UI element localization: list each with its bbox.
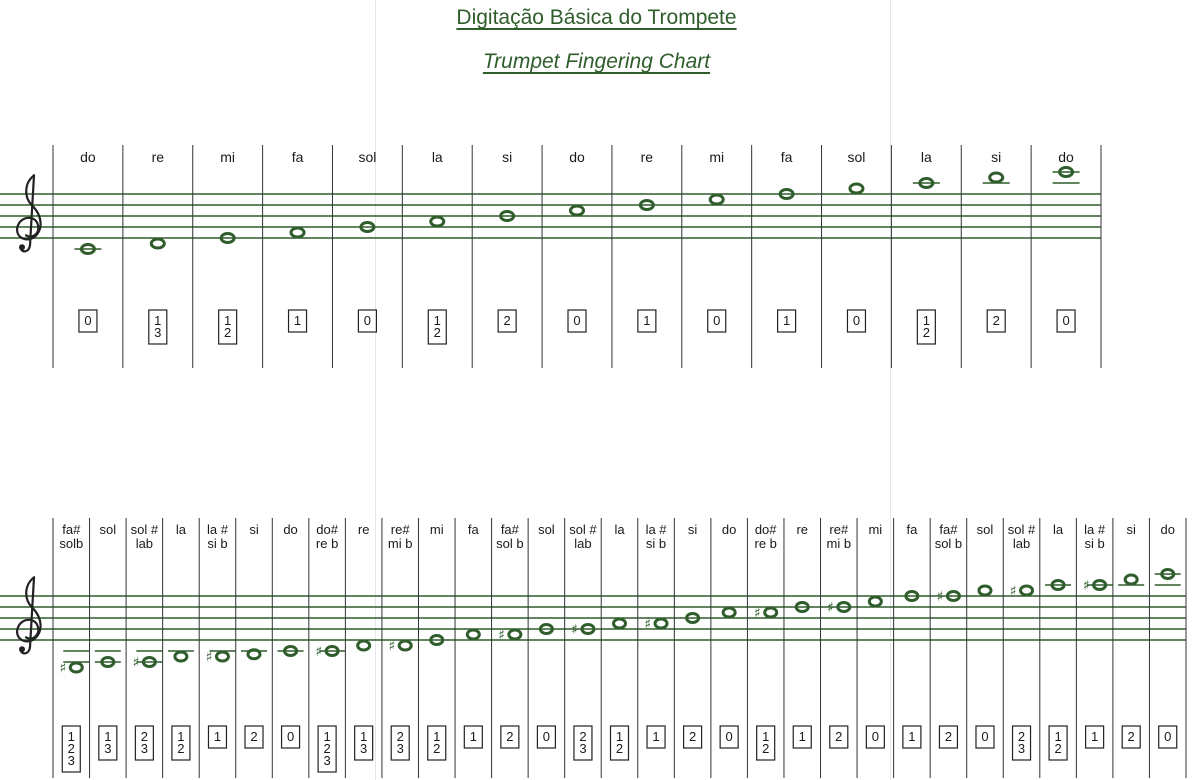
row1-note-name: fa — [780, 149, 793, 165]
row2-note-head — [1021, 586, 1033, 595]
row2-note-name: fa# sol b — [934, 522, 963, 551]
row1-treble-clef-icon — [17, 175, 40, 251]
row2-note-name: la # si b — [1084, 522, 1106, 551]
row2-valve-number: 2 — [177, 741, 185, 756]
row2-valve-number: 0 — [1164, 729, 1172, 744]
row2-valve-number: 2 — [579, 729, 587, 744]
row2-note-head — [723, 608, 735, 617]
row1-valve-number: 0 — [852, 313, 861, 328]
row2-sharp-icon: ♯ — [644, 616, 652, 633]
row2-valve-number: 1 — [798, 729, 806, 744]
row2-sharp-icon: ♯ — [205, 649, 213, 666]
row1-note-name: la — [431, 149, 443, 165]
row2-valve-number: 1 — [1054, 729, 1062, 744]
row2-note-name: fa# solb — [59, 522, 84, 551]
row1-note-head — [990, 173, 1003, 182]
row1-valve-number: 2 — [992, 313, 1000, 328]
row2-valve-number: 2 — [835, 729, 843, 744]
row2-sharp-icon: ♯ — [132, 655, 140, 671]
row2-valve-number: 1 — [469, 729, 477, 744]
row1-note-name: re — [640, 149, 654, 165]
row2-valve-number: 2 — [1017, 729, 1026, 744]
row1-note-name: fa — [291, 149, 304, 165]
row2-valve-number: 2 — [140, 729, 148, 744]
row2-valve-number: 1 — [177, 729, 185, 744]
row2-note-name: do — [283, 522, 298, 537]
row2-sharp-icon: ♯ — [753, 605, 761, 622]
row1-valve-number: 1 — [224, 313, 232, 328]
row2-note-name: do — [721, 522, 737, 537]
row2-valve-number: 1 — [1091, 729, 1099, 744]
row2-valve-number: 3 — [360, 741, 368, 756]
row2-note-name: do# re b — [315, 522, 339, 551]
row2-note-name: la — [175, 522, 186, 537]
row2-note-name: fa — [906, 522, 918, 537]
row2-sharp-icon: ♯ — [571, 622, 578, 638]
row2-valve-number: 3 — [396, 741, 404, 756]
row2-note-name: si — [1126, 522, 1136, 537]
row1-note-name: si — [502, 149, 513, 165]
row1-valve-number: 0 — [713, 313, 721, 328]
row2-valve-number: 1 — [433, 729, 441, 744]
row2-valve-number: 2 — [506, 729, 514, 744]
row2-note-name: la # si b — [645, 522, 667, 551]
row1-valve-number: 0 — [1062, 313, 1070, 328]
row2-valve-number: 2 — [944, 729, 953, 744]
chart-subtitle: Trumpet Fingering Chart — [482, 50, 711, 73]
row1-valve-number: 1 — [643, 313, 651, 328]
row2-valve-number: 2 — [688, 729, 697, 744]
row2-sharp-icon: ♯ — [315, 644, 323, 660]
row2-note-name: re — [796, 522, 809, 537]
row2-valve-number: 3 — [140, 741, 148, 756]
row1-note-name: do — [80, 149, 96, 165]
row2-treble-clef-icon — [17, 577, 40, 653]
row2-valve-number: 1 — [652, 729, 660, 744]
row2-sharp-icon: ♯ — [827, 600, 834, 616]
row2-valve-number: 3 — [323, 753, 331, 768]
row2-note-head — [248, 650, 260, 659]
row1-note-name: do — [569, 149, 585, 165]
row2-note-name: sol — [99, 522, 117, 537]
row2-valve-number: 1 — [213, 729, 222, 744]
row2-note-name: re — [357, 522, 370, 537]
row2-note-name: fa — [467, 522, 479, 537]
row1-valve-number: 1 — [433, 313, 441, 328]
row2-note-name: sol # lab — [1007, 522, 1036, 551]
row1-valve-number: 2 — [922, 325, 930, 340]
row2-note-name: do — [1160, 522, 1175, 537]
row1-note-head — [431, 217, 444, 226]
row2-note-name: la # si b — [206, 522, 228, 551]
row2-note-name: sol # lab — [569, 522, 597, 551]
row2-valve-number: 1 — [762, 729, 770, 744]
row2-note-head — [399, 641, 411, 650]
row2-sharp-icon: ♯ — [1009, 583, 1017, 600]
row2-note-head — [358, 641, 370, 650]
row2-valve-number: 2 — [396, 729, 404, 744]
row2-note-name: la — [1053, 522, 1064, 537]
row2-valve-number: 2 — [433, 741, 441, 756]
row2-sharp-icon: ♯ — [59, 660, 67, 677]
row1-valve-number: 0 — [573, 313, 581, 328]
row2-note-head — [175, 652, 187, 661]
row2-valve-number: 1 — [104, 729, 112, 744]
row2-note-head — [1125, 575, 1137, 584]
row1-valve-number: 2 — [503, 313, 511, 328]
row1-note-name: mi — [220, 149, 236, 165]
row1-valve-number: 1 — [293, 313, 302, 328]
row2-valve-number: 0 — [981, 729, 989, 744]
row1-note-head — [571, 206, 584, 215]
row2-note-name: sol — [976, 522, 994, 537]
row1-valve-number: 1 — [782, 313, 791, 328]
row1-note-name: si — [991, 149, 1002, 165]
row2-valve-number: 2 — [762, 741, 770, 756]
row1-note-name: mi — [709, 149, 725, 165]
row1-note-head — [291, 228, 304, 237]
row2-note-head — [655, 619, 667, 628]
row2-note-name: mi — [429, 522, 444, 537]
row2-valve-number: 2 — [323, 741, 331, 756]
row2-note-name: re# mi b — [826, 522, 852, 551]
row1-valve-number: 0 — [363, 313, 372, 328]
row1-valve-number: 0 — [84, 313, 92, 328]
row2-valve-number: 0 — [286, 729, 295, 744]
row2-valve-number: 2 — [250, 729, 258, 744]
row2-note-head — [614, 619, 626, 628]
row1-valve-number: 1 — [154, 313, 162, 328]
row2-note-name: si — [687, 522, 698, 537]
row2-note-name: mi — [868, 522, 883, 537]
row2-note-head — [979, 586, 991, 595]
row2-sharp-icon: ♯ — [936, 589, 944, 605]
row1-note-name: sol — [847, 149, 866, 165]
row1-note-head — [710, 195, 723, 204]
row1-valve-number: 2 — [224, 325, 232, 340]
row2-note-name: sol — [538, 522, 555, 537]
row1-note-name: do — [1058, 149, 1074, 165]
row2-valve-number: 2 — [67, 741, 75, 756]
row2-valve-number: 1 — [323, 729, 331, 744]
row2-note-head — [467, 630, 479, 639]
row2-sharp-icon: ♯ — [1082, 578, 1090, 594]
row2-note-head — [70, 663, 82, 672]
row2-valve-number: 1 — [908, 729, 916, 744]
row1-note-name: la — [920, 149, 932, 165]
row2-valve-number: 3 — [579, 741, 587, 756]
row2-note-head — [765, 608, 777, 617]
row2-valve-number: 3 — [67, 753, 75, 768]
row2-note-name: do# re b — [754, 522, 777, 551]
row1-note-name: re — [151, 149, 165, 165]
row2-sharp-icon: ♯ — [388, 638, 396, 655]
row2-note-head — [869, 597, 881, 606]
row2-note-name: la — [614, 522, 625, 537]
row2-valve-number: 2 — [1054, 741, 1062, 756]
row1-note-head — [850, 184, 863, 193]
row2-note-name: fa# sol b — [496, 522, 524, 551]
row1-note-name: sol — [358, 149, 377, 165]
row2-note-name: sol # lab — [130, 522, 159, 551]
row2-valve-number: 1 — [67, 729, 75, 744]
row2-valve-number: 1 — [615, 729, 624, 744]
row2-valve-number: 3 — [1017, 741, 1026, 756]
row2-note-name: re# mi b — [387, 522, 413, 551]
row2-valve-number: 0 — [542, 729, 551, 744]
row2-note-head — [216, 652, 228, 661]
row2-note-head — [509, 630, 521, 639]
row1-valve-number: 1 — [922, 313, 930, 328]
row1-valve-number: 2 — [433, 325, 441, 340]
row1-note-head — [151, 239, 164, 248]
row2-sharp-icon: ♯ — [498, 627, 505, 644]
row2-valve-number: 0 — [871, 729, 879, 744]
chart-title: Digitação Básica do Trompete — [456, 6, 737, 29]
row2-valve-number: 1 — [360, 729, 368, 744]
row2-valve-number: 2 — [615, 741, 624, 756]
row2-valve-number: 3 — [104, 741, 112, 756]
row2-valve-number: 0 — [725, 729, 733, 744]
row2-valve-number: 2 — [1127, 729, 1135, 744]
row1-valve-number: 3 — [154, 325, 162, 340]
row2-note-name: si — [249, 522, 259, 537]
